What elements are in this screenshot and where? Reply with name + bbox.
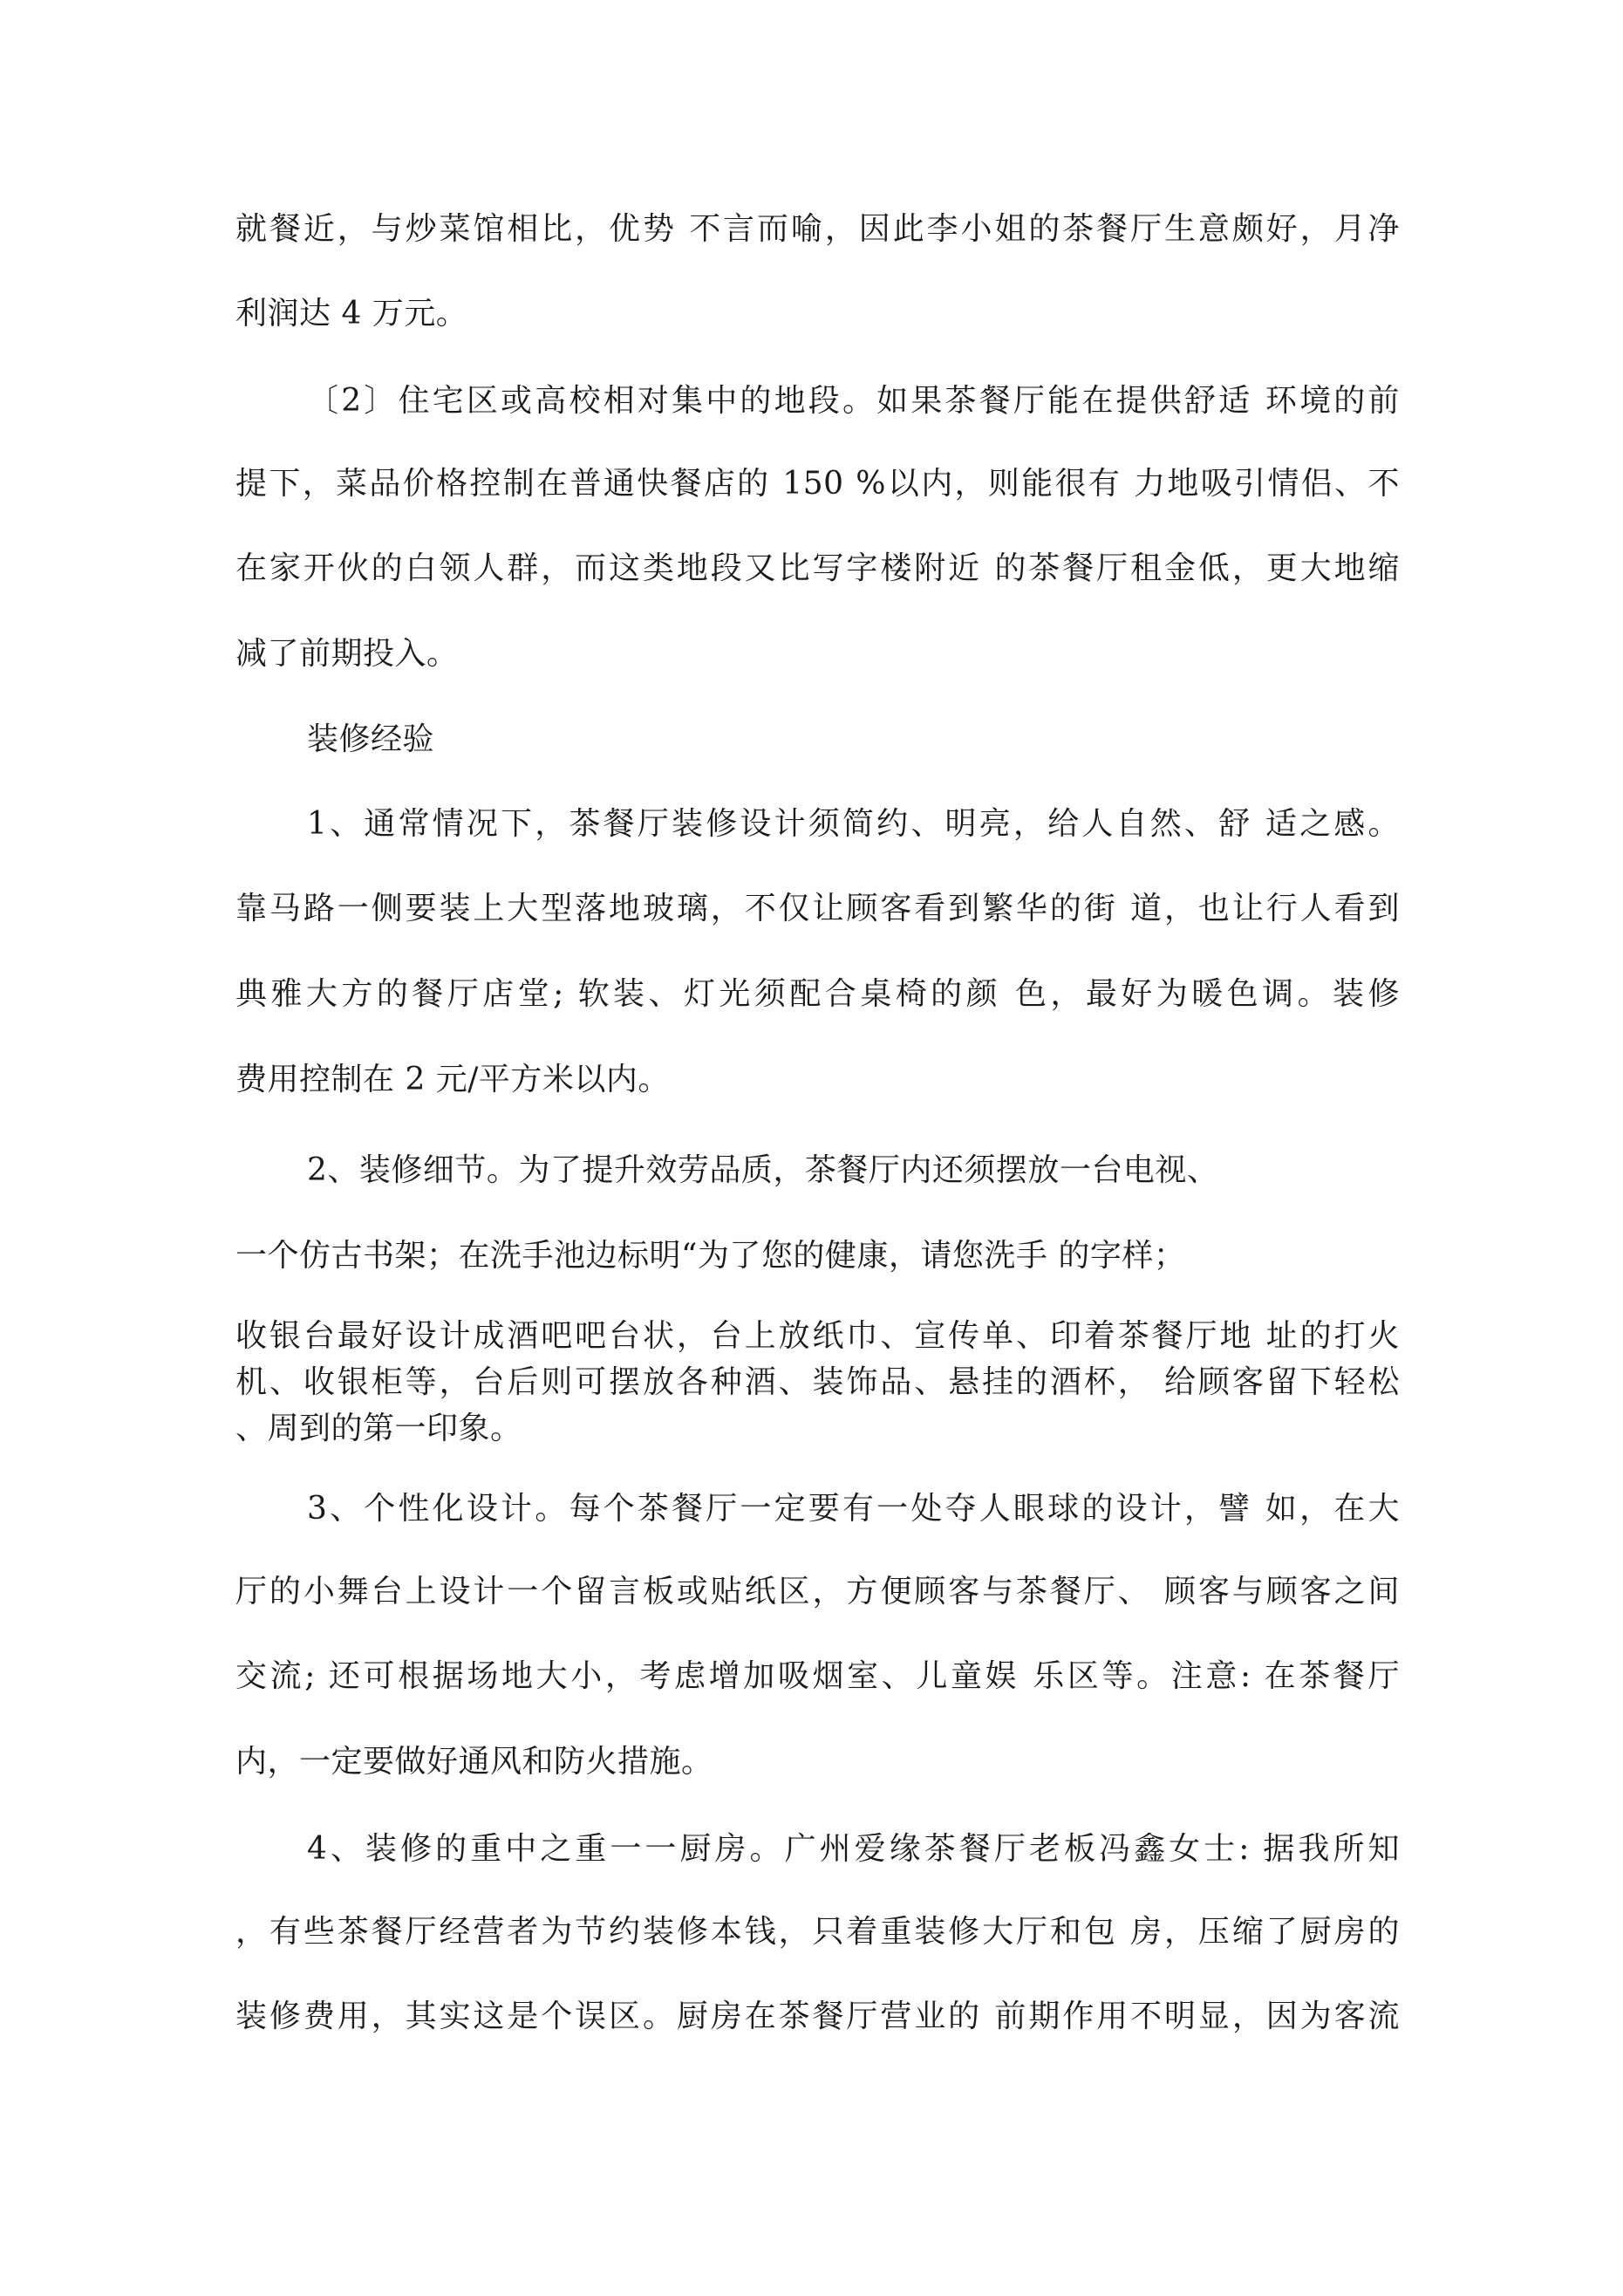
- text-line: 厅的小舞台上设计一个留言板或贴纸区，方便顾客与茶餐厅、 顾客与顾客之间: [235, 1574, 1400, 1609]
- text-line: 内，一定要做好通风和防火措施。: [235, 1744, 713, 1780]
- text-line: 收银台最好设计成酒吧吧台状，台上放纸巾、宣传单、印着茶餐厅地 址的打火: [235, 1318, 1400, 1354]
- text-line: 费用控制在 2 元/平方米以内。: [235, 1062, 670, 1097]
- text-line: 靠马路一侧要装上大型落地玻璃，不仅让顾客看到繁华的街 道，也让行人看到: [235, 891, 1400, 926]
- text-line: 交流; 还可根据场地大小，考虑增加吸烟室、儿童娱 乐区等。注意: 在茶餐厅: [235, 1658, 1400, 1694]
- section-heading: 装修经验: [307, 721, 435, 757]
- text-line: 4、装修的重中之重一一厨房。广州爱缘茶餐厅老板冯鑫女士: 据我所知: [307, 1831, 1400, 1867]
- text-line: 2、装修细节。为了提升效劳品质，茶餐厅内还须摆放一台电视、: [307, 1152, 1219, 1188]
- text-line: 〔2〕住宅区或高校相对集中的地段。如果茶餐厅能在提供舒适 环境的前: [307, 383, 1400, 419]
- text-line: 机、收银柜等，台后则可摆放各种酒、装饰品、悬挂的酒杯， 给顾客留下轻松: [235, 1364, 1400, 1400]
- text-line: 提下，菜品价格控制在普通快餐店的 150 %以内，则能很有 力地吸引情侣、不: [235, 466, 1400, 502]
- text-line: 、周到的第一印象。: [235, 1411, 522, 1446]
- text-line: 典雅大方的餐厅店堂; 软装、灯光须配合桌椅的颜 色，最好为暖色调。装修: [235, 976, 1400, 1012]
- text-line: 减了前期投入。: [235, 636, 459, 672]
- text-line: 一个仿古书架；在洗手池边标明“为了您的健康，请您洗手 的字样；: [235, 1238, 1186, 1274]
- text-line: 在家开伙的白领人群，而这类地段又比写字楼附近 的茶餐厅租金低，更大地缩: [235, 550, 1400, 586]
- text-line: 就餐近，与炒菜馆相比，优势 不言而喻，因此李小姐的茶餐厅生意颇好，月净: [235, 211, 1400, 247]
- text-line: 装修费用，其实这是个误区。厨房在茶餐厅营业的 前期作用不明显，因为客流: [235, 1999, 1400, 2034]
- text-line: 利润达 4 万元。: [235, 296, 468, 331]
- text-line: ，有些茶餐厅经营者为节约装修本钱，只着重装修大厅和包 房，压缩了厨房的: [235, 1914, 1400, 1950]
- text-line: 3、个性化设计。每个茶餐厅一定要有一处夺人眼球的设计，譬 如，在大: [307, 1491, 1400, 1527]
- text-line: 1、通常情况下，茶餐厅装修设计须简约、明亮，给人自然、舒 适之感。: [307, 806, 1400, 842]
